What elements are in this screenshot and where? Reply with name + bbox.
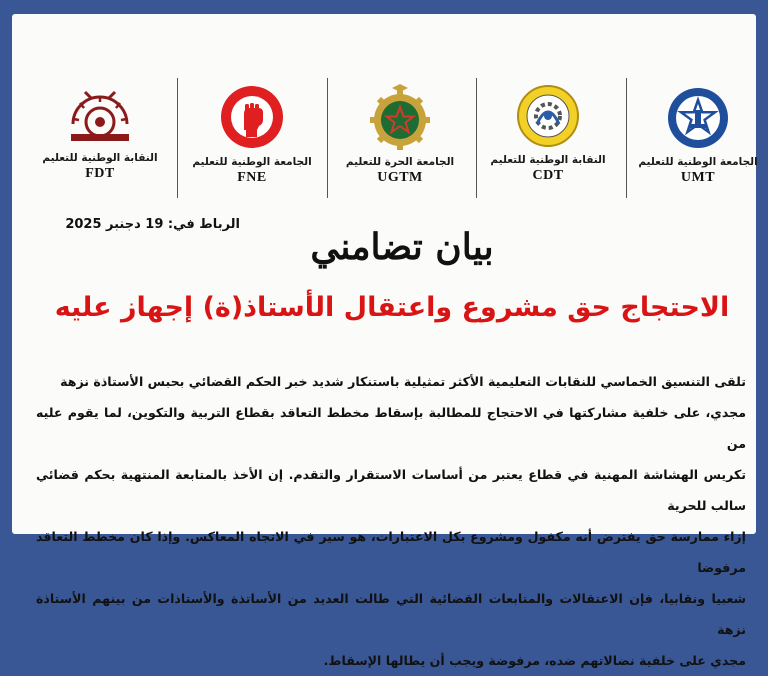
union-abbr: FNE bbox=[237, 170, 267, 185]
date-line: الرباط في: 19 دجنبر 2025 bbox=[65, 217, 240, 232]
union-name: الجامعة الوطنية للتعليم bbox=[638, 156, 758, 168]
union-fdt bbox=[30, 72, 170, 204]
body-line: شعبيا ونقابيا، فإن الاعتقالات والمتابعات القضائية التي طالت العديد من الأساتذة والأستاذات من بينهم الأستاذة نزهة bbox=[36, 591, 746, 637]
body-line: تلقى التنسيق الخماسي للنقابات التعليمية الأكثر تمثيلية باستنكار شديد خبر الحكم القضائي بحبس الأستاذة نزهة bbox=[60, 374, 746, 389]
umt-logo-icon bbox=[662, 84, 734, 150]
divider bbox=[626, 78, 627, 198]
union-abbr: UMT bbox=[680, 170, 716, 185]
body-line: مجدي على خلفية نضالاتهم ضده، مرفوضة ويجب أن يطالها الإسقاط. bbox=[323, 653, 746, 668]
cdt-logo-icon bbox=[513, 84, 583, 148]
union-ugtm bbox=[330, 72, 470, 204]
fne-fist-logo-icon bbox=[217, 84, 287, 150]
union-abbr: CDT bbox=[532, 168, 564, 183]
union-fne bbox=[182, 72, 322, 204]
union-abbr: UGTM bbox=[377, 170, 423, 185]
union-umt bbox=[628, 72, 768, 204]
divider bbox=[327, 78, 328, 198]
body-line: إزاء ممارسة حق يفترض أنه مكفول ومشروع بكل الاعتبارات، هو سير في الاتجاه المعاكس. وإذا كان مخطط التعاقد مرفوضا bbox=[36, 529, 746, 575]
union-cdt bbox=[478, 72, 618, 204]
divider bbox=[476, 78, 477, 198]
divider bbox=[177, 78, 178, 198]
union-name: النقابة الوطنية للتعليم bbox=[490, 154, 606, 166]
union-abbr: FDT bbox=[85, 166, 115, 181]
union-logos-row bbox=[30, 72, 756, 204]
statement-title: بيان تضامني bbox=[310, 226, 494, 268]
fdt-logo-icon bbox=[65, 84, 135, 146]
statement-document bbox=[12, 14, 758, 668]
body-line: تكريس الهشاشة المهنية في قطاع يعتبر من أساسات الاستقرار والتقدم. إن الأخذ بالمتابعة المنتهية بحكم قضائي سالب للحرية bbox=[36, 467, 746, 513]
union-name: الجامعة الوطنية للتعليم bbox=[192, 156, 312, 168]
body-line: مجدي، على خلفية مشاركتها في الاحتجاج للمطالبة بإسقاط مخطط التعاقد بقطاع التربية والتكوين، لما يقوم عليه من bbox=[36, 405, 746, 451]
union-name: الجامعة الحرة للتعليم bbox=[345, 156, 455, 168]
main-headline: الاحتجاج حق مشروع واعتقال الأستاذ(ة) إجهاز عليه bbox=[54, 292, 730, 323]
ugtm-gear-logo-icon bbox=[362, 84, 438, 150]
union-name: النقابة الوطنية للتعليم bbox=[42, 152, 158, 164]
statement-body bbox=[36, 366, 746, 676]
